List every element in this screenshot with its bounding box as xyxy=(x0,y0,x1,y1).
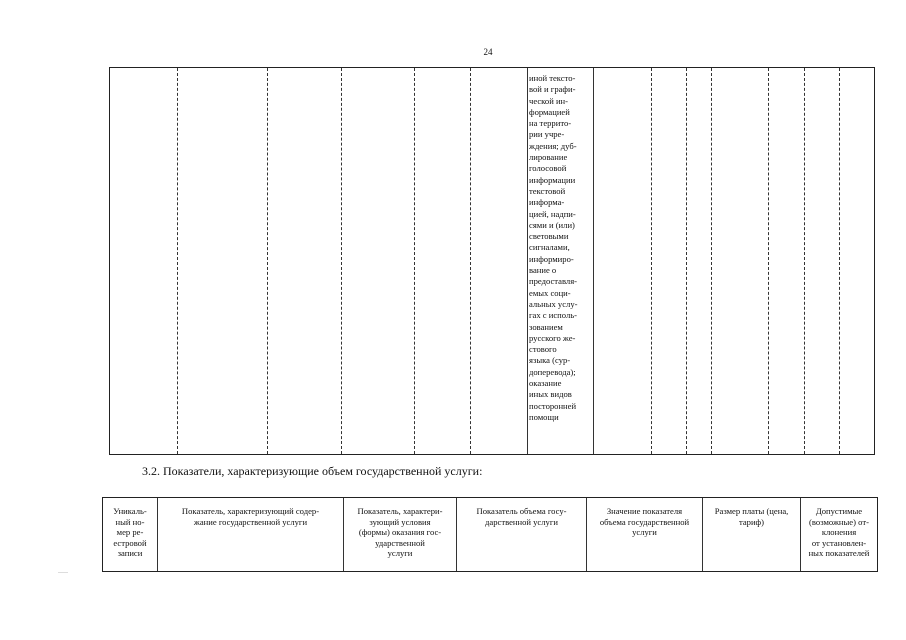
column-divider xyxy=(527,68,528,454)
cell-text-line: иной тексто- xyxy=(529,73,576,83)
cell-text-line: гах с исполь- xyxy=(529,310,578,321)
header-text-line: Размер платы (цена, xyxy=(714,506,789,516)
column-divider xyxy=(414,68,415,454)
header-text-line: услуги xyxy=(387,548,413,559)
cell-text-line: сями и (или) xyxy=(529,219,575,230)
header-text-line: мер ре- xyxy=(116,527,144,538)
header-text-line: (возможные) от- xyxy=(809,516,869,527)
cell-text-line: вание о xyxy=(529,265,557,276)
header-text-line: записи xyxy=(117,548,143,559)
column-divider xyxy=(711,68,712,454)
cell-text-line: ждения; дуб- xyxy=(529,140,577,151)
cell-text-line: ческой ин- xyxy=(529,95,569,106)
cell-text-line: информации xyxy=(529,174,576,185)
column-divider xyxy=(804,68,805,454)
cell-text-line: языка (сур- xyxy=(529,355,571,366)
header-registry-number xyxy=(103,498,157,571)
header-text-line: от установлен- xyxy=(811,537,867,548)
header-text-line: Допустимые xyxy=(815,506,863,516)
cell-text-line: световыми xyxy=(529,231,569,242)
header-text-line: естровой xyxy=(113,537,147,548)
cell-text-line: рии учре- xyxy=(529,129,565,140)
header-allowed-deviations xyxy=(800,498,877,571)
header-text-line: жание государственной услуги xyxy=(193,516,308,527)
header-text-line: услуги xyxy=(632,527,657,538)
cell-text-line: доперевода); xyxy=(529,366,576,377)
header-text-line: Уникаль- xyxy=(113,506,147,516)
header-text-line: объема государственной xyxy=(599,516,690,527)
cell-text-line: сигналами, xyxy=(529,242,570,253)
cell-text-line: посторонней xyxy=(529,400,577,411)
cell-text-line: лирование xyxy=(529,152,568,163)
header-service-content-indicator xyxy=(157,498,343,571)
header-text-line: Значение показателя xyxy=(606,506,683,516)
column-divider xyxy=(768,68,769,454)
column-divider xyxy=(839,68,840,454)
cell-text-line: русского же- xyxy=(529,332,576,343)
header-volume-indicator xyxy=(456,498,586,571)
header-text-line: (формы) оказания гос- xyxy=(358,527,442,538)
column-divider xyxy=(341,68,342,454)
cell-text-line: зованием xyxy=(529,321,563,332)
header-text-line: Показатель, характери- xyxy=(357,506,443,516)
header-service-conditions-indicator xyxy=(343,498,456,571)
header-text-line: Показатель, характеризующий содер- xyxy=(181,506,320,516)
column-divider xyxy=(267,68,268,454)
column-divider xyxy=(593,68,594,454)
volume-indicators-table xyxy=(102,497,878,572)
column-divider xyxy=(470,68,471,454)
column-divider xyxy=(177,68,178,454)
cell-text-line: иных видов xyxy=(529,389,572,400)
cell-text-line: информиро- xyxy=(529,253,574,264)
cell-text-line: оказание xyxy=(529,378,562,389)
cell-text-line: голосовой xyxy=(529,163,567,174)
scan-mark xyxy=(58,572,68,573)
cell-text-line: на террито- xyxy=(529,118,572,129)
header-text-line: Показатель объема госу- xyxy=(476,506,567,516)
header-fee-amount xyxy=(702,498,800,571)
cell-text-line: альных услу- xyxy=(529,298,578,309)
header-text-line: дарственной услуги xyxy=(485,516,558,527)
header-text-line: клонения xyxy=(821,527,857,538)
cell-text-line: формацией xyxy=(529,106,570,117)
cell-text-line: предоставля- xyxy=(529,276,578,287)
header-volume-value xyxy=(586,498,702,571)
page-number: 24 xyxy=(483,47,493,57)
cell-text-line: цией, надпи- xyxy=(529,208,576,219)
cell-text-line: вой и графи- xyxy=(529,84,576,95)
accessibility-measures-cell-text xyxy=(529,73,591,423)
section-heading: 3.2. Показатели, характеризующие объем государственной услуги: xyxy=(142,464,483,478)
cell-text-line: стового xyxy=(529,344,557,355)
header-text-line: ных показателей xyxy=(808,548,870,559)
column-divider xyxy=(651,68,652,454)
cell-text-line: помощи xyxy=(529,411,559,422)
cell-text-line: емых соци- xyxy=(529,287,571,298)
header-text-line: ударственной xyxy=(375,537,425,548)
cell-text-line: текстовой xyxy=(529,185,566,196)
continuation-table-frame xyxy=(109,67,875,455)
column-divider xyxy=(686,68,687,454)
cell-text-line: информа- xyxy=(529,197,565,208)
header-text-line: тариф) xyxy=(738,516,764,527)
header-text-line: зующий условия xyxy=(369,516,431,527)
header-text-line: ный но- xyxy=(115,516,145,527)
